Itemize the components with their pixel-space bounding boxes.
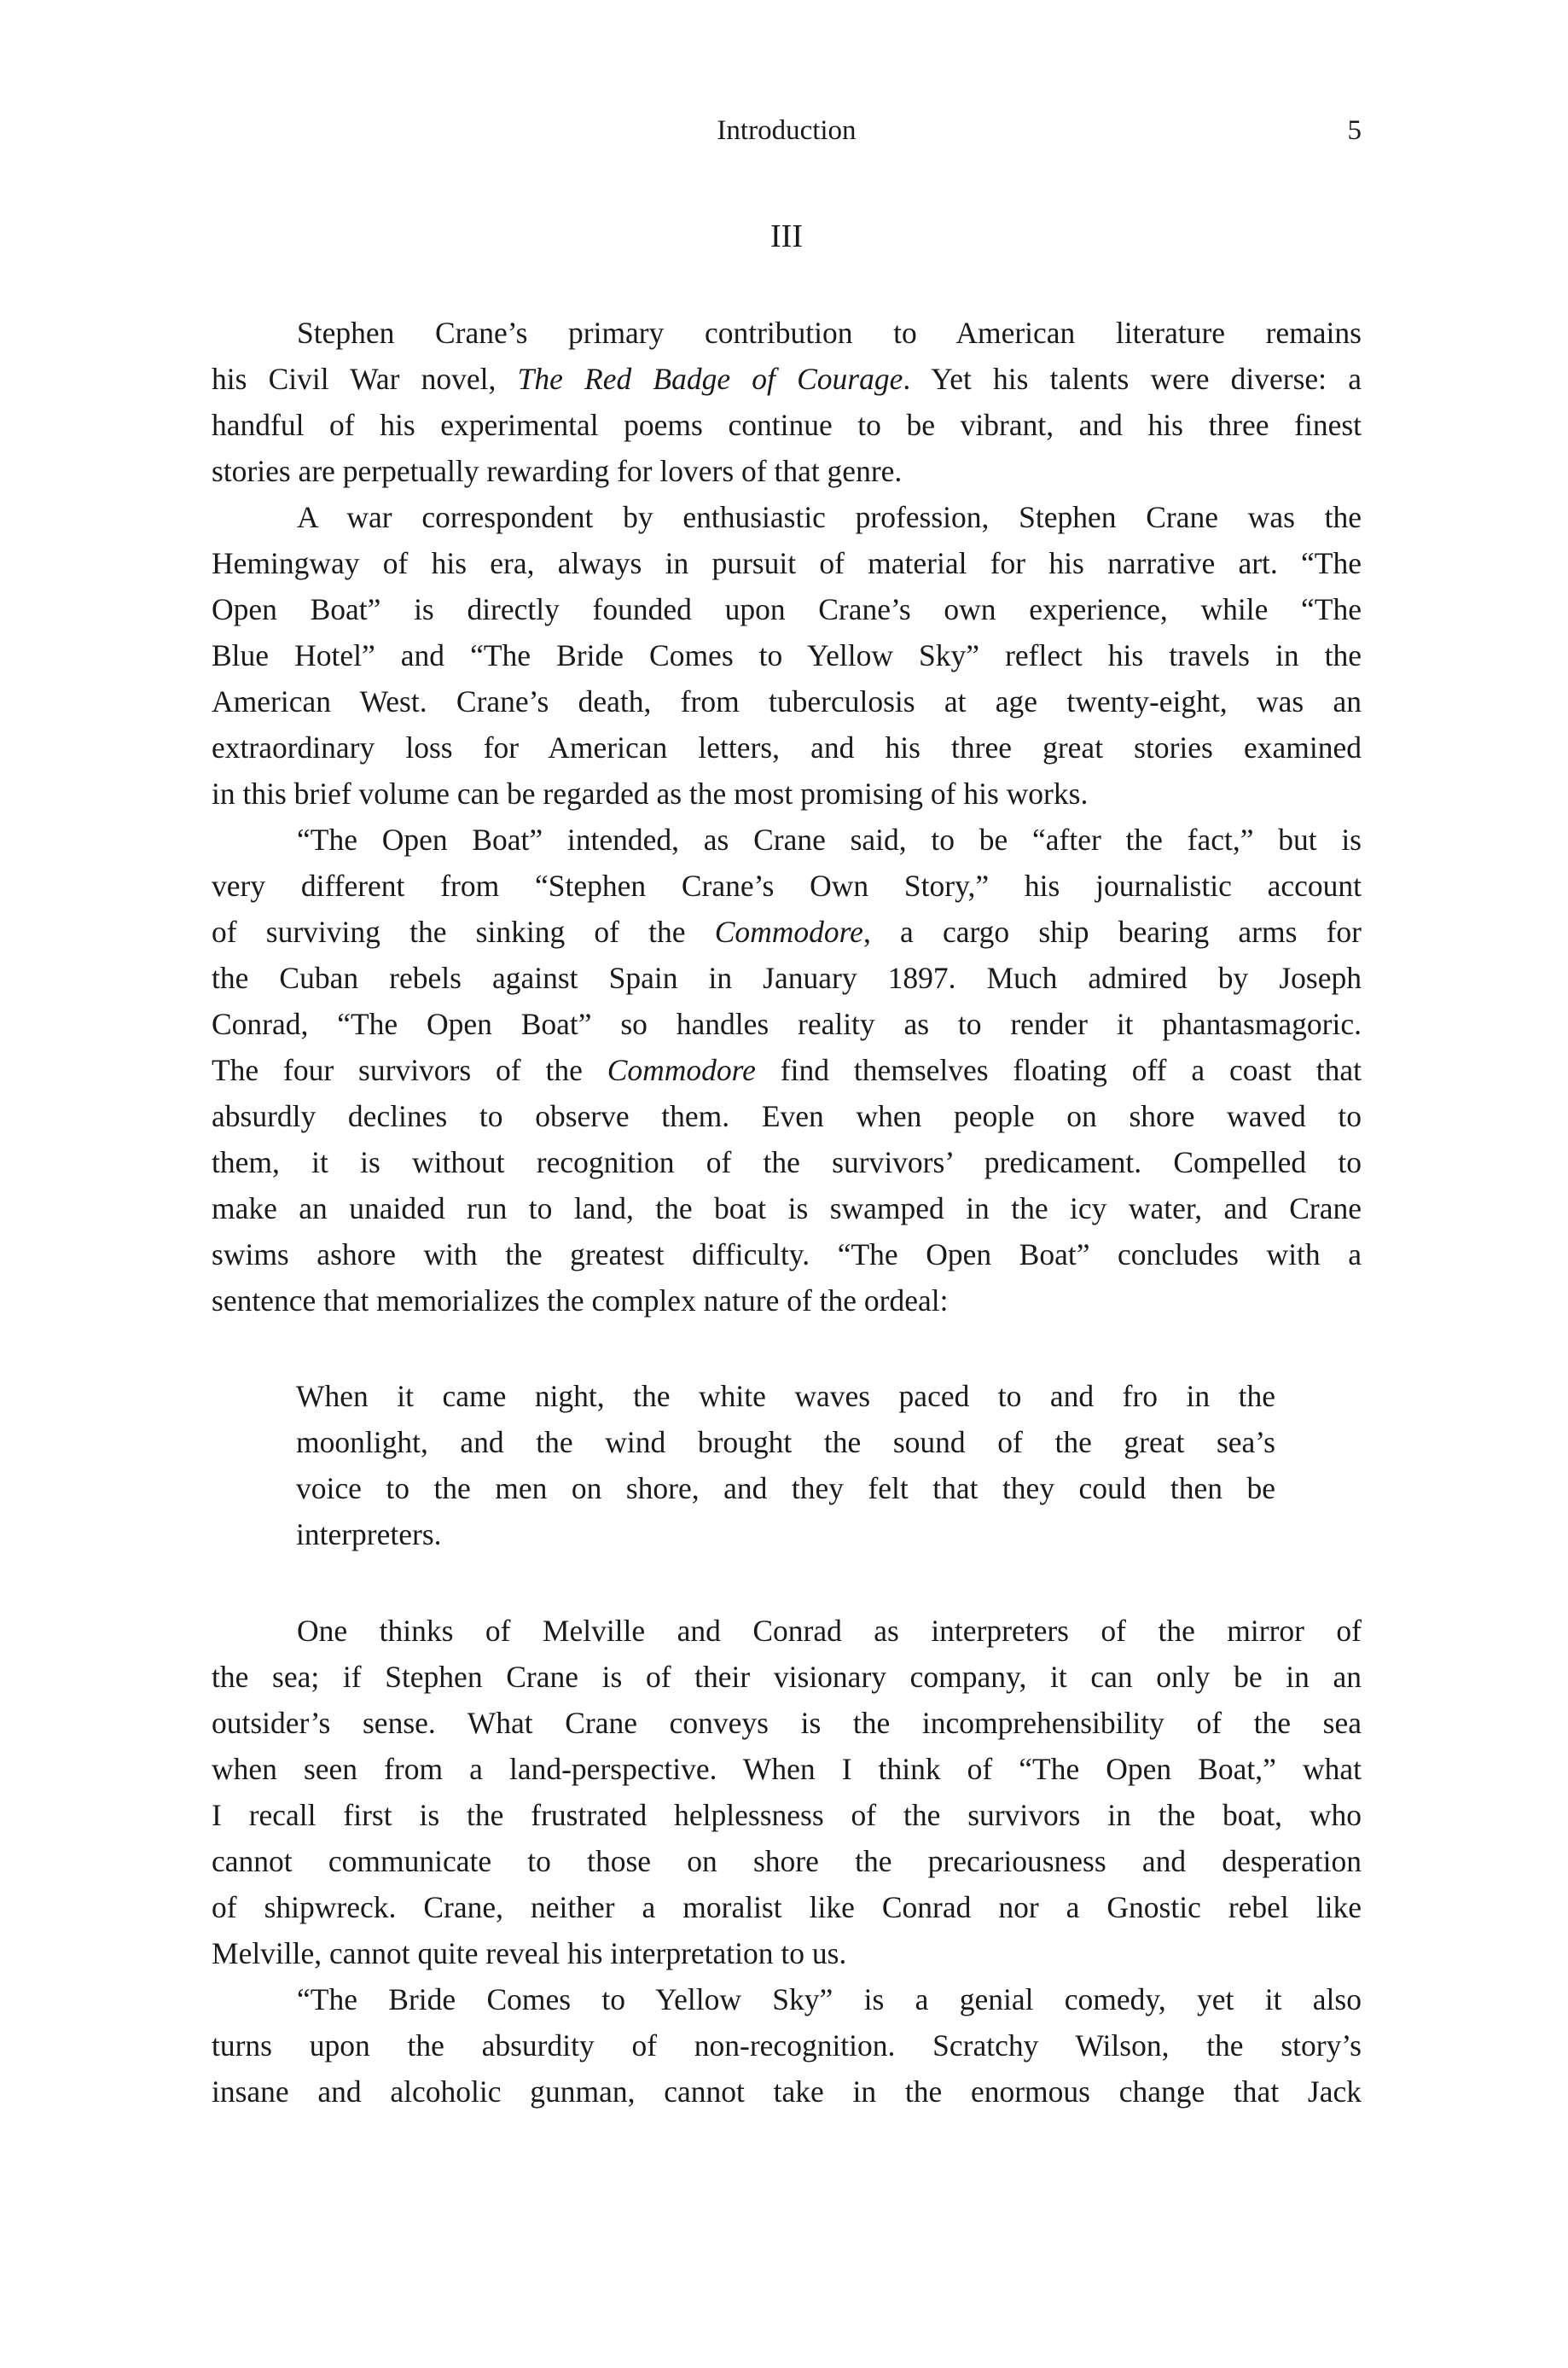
text-line: extraordinary loss for American letters, and his three great stories examined — [212, 730, 1362, 765]
text-line: A war correspondent by enthusiastic profession, Stephen Crane was the — [297, 500, 1362, 534]
text-line: them, it is without recognition of the survivors’ predicament. Compelled to — [212, 1145, 1362, 1179]
text-line: stories are perpetually rewarding for lovers of that genre. — [212, 454, 903, 488]
italic-title: Commodore — [714, 915, 863, 949]
text-line: voice to the men on shore, and they felt that they could then be — [296, 1471, 1275, 1505]
text-line — [212, 909, 1362, 955]
text-segment: , a cargo ship bearing arms for — [862, 915, 1362, 949]
paragraph — [212, 494, 1362, 817]
text-line: I recall first is the frustrated helplessness of the survivors in the boat, who — [212, 1798, 1362, 1832]
block-quote — [296, 1373, 1275, 1557]
body-text-2 — [212, 1608, 1362, 2115]
text-line: swims ashore with the greatest difficulty. “The Open Boat” concludes with a — [212, 1237, 1362, 1271]
paragraph — [212, 817, 1362, 1324]
text-line: moonlight, and the wind brought the sound of the great sea’s — [296, 1425, 1275, 1459]
text-line: sentence that memorializes the complex nature of the ordeal: — [212, 1283, 949, 1318]
italic-title: Commodore — [607, 1053, 756, 1087]
text-line: One thinks of Melville and Conrad as interpreters of the mirror of — [297, 1614, 1362, 1648]
text-line: “The Open Boat” intended, as Crane said, to be “after the fact,” but is — [297, 823, 1362, 857]
paragraph — [212, 310, 1362, 494]
text-line: Hemingway of his era, always in pursuit of material for his narrative art. “The — [212, 546, 1362, 580]
text-segment: of surviving the sinking of the — [212, 915, 715, 949]
italic-title: The Red Badge of Courage — [517, 362, 903, 396]
body-text-1 — [212, 310, 1362, 1324]
text-line: the sea; if Stephen Crane is of their visionary company, it can only be in an — [212, 1660, 1362, 1694]
text-line: very different from “Stephen Crane’s Own Story,” his journalistic account — [212, 869, 1362, 903]
paragraph — [212, 1608, 1362, 1976]
quote-paragraph — [296, 1373, 1275, 1557]
text-line: when seen from a land-perspective. When I think of “The Open Boat,” what — [212, 1752, 1362, 1786]
text-line: absurdly declines to observe them. Even when people on shore waved to — [212, 1099, 1362, 1133]
text-line: American West. Crane’s death, from tuberculosis at age twenty-eight, was an — [212, 684, 1362, 719]
paragraph — [212, 1976, 1362, 2115]
page-number: 5 — [1347, 115, 1362, 146]
text-line: the Cuban rebels against Spain in January 1897. Much admired by Joseph — [212, 961, 1362, 995]
text-line — [212, 1047, 1362, 1093]
running-head-title: Introduction — [717, 115, 857, 146]
text-line: Melville, cannot quite reveal his interpretation to us. — [212, 1936, 847, 1970]
text-line: in this brief volume can be regarded as the most promising of his works. — [212, 777, 1089, 811]
text-segment: his Civil War novel, — [212, 362, 518, 396]
text-line: turns upon the absurdity of non-recognition. Scratchy Wilson, the story’s — [212, 2028, 1362, 2063]
text-segment: find themselves floating off a coast that — [755, 1053, 1362, 1087]
text-line: Stephen Crane’s primary contribution to American literature remains — [297, 316, 1362, 350]
text-line: of shipwreck. Crane, neither a moralist like Conrad nor a Gnostic rebel like — [212, 1890, 1362, 1924]
text-line: Blue Hotel” and “The Bride Comes to Yellow Sky” reflect his travels in the — [212, 638, 1362, 672]
text-segment: The four survivors of the — [212, 1053, 607, 1087]
text-line: Open Boat” is directly founded upon Crane’s own experience, while “The — [212, 592, 1362, 626]
section-heading: III — [770, 218, 803, 254]
text-line: Conrad, “The Open Boat” so handles reality as to render it phantasmagoric. — [212, 1007, 1362, 1041]
text-line: insane and alcoholic gunman, cannot take in the enormous change that Jack — [212, 2074, 1362, 2109]
text-line — [212, 356, 1362, 402]
text-line: interpreters. — [296, 1517, 442, 1551]
text-line: handful of his experimental poems continue to be vibrant, and his three finest — [212, 408, 1362, 442]
text-line: When it came night, the white waves paced to and fro in the — [296, 1379, 1275, 1413]
text-line: outsider’s sense. What Crane conveys is the incomprehensibility of the sea — [212, 1706, 1362, 1740]
text-line: make an unaided run to land, the boat is swamped in the icy water, and Crane — [212, 1191, 1362, 1225]
running-header — [212, 115, 1362, 154]
text-segment: . Yet his talents were diverse: a — [903, 362, 1362, 396]
text-line: “The Bride Comes to Yellow Sky” is a genial comedy, yet it also — [297, 1982, 1362, 2016]
text-line: cannot communicate to those on shore the precariousness and desperation — [212, 1844, 1362, 1878]
